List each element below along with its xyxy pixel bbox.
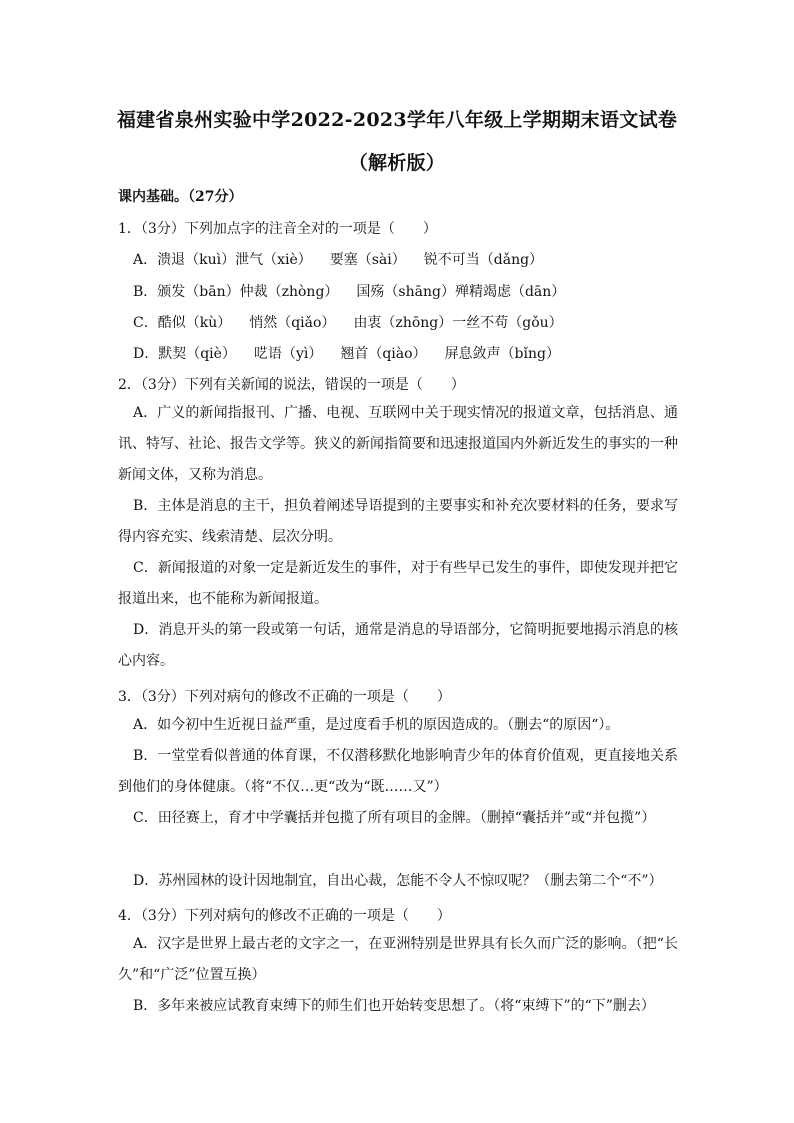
option-text: 国殇（shāng）殚精竭虑（dān）: [356, 284, 566, 300]
question-1-option-a: [133, 249, 561, 269]
option-text: 屏息敛声（bǐng）: [444, 346, 560, 362]
option-text: 由衷（zhōng）一丝不苟（gǒu）: [353, 315, 563, 331]
question-3-option-d: D．苏州园林的设计因地制宜，自出心裁，怎能不令人不惊叹呢？（删去第二个“不”）: [133, 873, 663, 889]
question-3-option-b: B．一堂堂看似普通的体育课，不仅潜移默化地影响青少年的体育价值观，更直接地关系到他们的身体健康。（将“不仅…更“改为“既……又”）: [118, 748, 678, 795]
question-4-option-a: A．汉字是世界上最古老的文字之一，在亚洲特别是世界具有长久而广泛的影响。（把“长久”和“广泛”位置互换）: [118, 936, 678, 983]
question-3-option-c: C．田径赛上，育才中学囊括并包揽了所有项目的金牌。（删掉“囊括并”或“并包揽”）: [133, 810, 656, 826]
document-title: 福建省泉州实验中学2022-2023学年八年级上学期期末语文试卷: [116, 109, 678, 131]
option-text: 锐不可当（dǎng）: [423, 252, 544, 268]
option-text: B．颁发（bān）仲裁（zhòng）: [133, 284, 339, 300]
question-4-stem: 4．（3分）下列对病句的修改不正确的一项是（ ）: [118, 908, 451, 924]
question-2-option-a: A．广义的新闻指报刊、广播、电视、互联网中关于现实情况的报道文章，包括消息、通讯、特写、社论、报告文学等。狭义的新闻指简要和迅速报道国内外新近发生的事实的一种新闻文体，又称为消息。: [118, 405, 678, 483]
question-1-option-c: [133, 312, 581, 332]
question-3-option-a: A．如今初中生近视日益严重，是过度看手机的原因造成的。（删去“的原因“）。: [133, 717, 620, 733]
option-text: C．酷似（kù）: [133, 315, 232, 331]
document-subtitle: （解析版）: [348, 152, 446, 174]
option-text: 悄然（qiǎo）: [249, 315, 336, 331]
question-1-option-d: [133, 343, 578, 363]
question-2-option-c: C．新闻报道的对象一定是新近发生的事件，对于有些早已发生的事件，即使发现并把它报道出来，也不能称为新闻报道。: [118, 560, 678, 607]
question-3-stem: 3．（3分）下列对病句的修改不正确的一项是（ ）: [118, 689, 451, 705]
question-2-option-b: B．主体是消息的主干，担负着阐述导语提到的主要事实和补充次要材料的任务，要求写得内容充实、线索清楚、层次分明。: [118, 498, 678, 545]
option-text: 呓语（yì）: [253, 346, 323, 362]
section-heading: 课内基础。（27分）: [118, 189, 243, 205]
option-text: D．默契（qiè）: [133, 346, 236, 362]
question-1-option-b: [133, 281, 583, 301]
option-text: 翘首（qiào）: [340, 346, 427, 362]
question-1-stem: 1．（3分）下列加点字的注音全对的一项是（ ）: [118, 221, 437, 237]
question-2-option-d: D．消息开头的第一段或第一句话，通常是消息的导语部分，它简明扼要地揭示消息的核心内容。: [118, 622, 678, 669]
option-text: 要塞（sài）: [329, 252, 406, 268]
question-2-stem: 2．（3分）下列有关新闻的说法，错误的一项是（ ）: [118, 377, 465, 393]
question-4-option-b: B．多年来被应试教育束缚下的师生们也开始转变思想了。（将“束缚下”的“下”删去）: [133, 998, 655, 1014]
option-text: A．溃退（kuì）泄气（xiè）: [133, 252, 312, 268]
